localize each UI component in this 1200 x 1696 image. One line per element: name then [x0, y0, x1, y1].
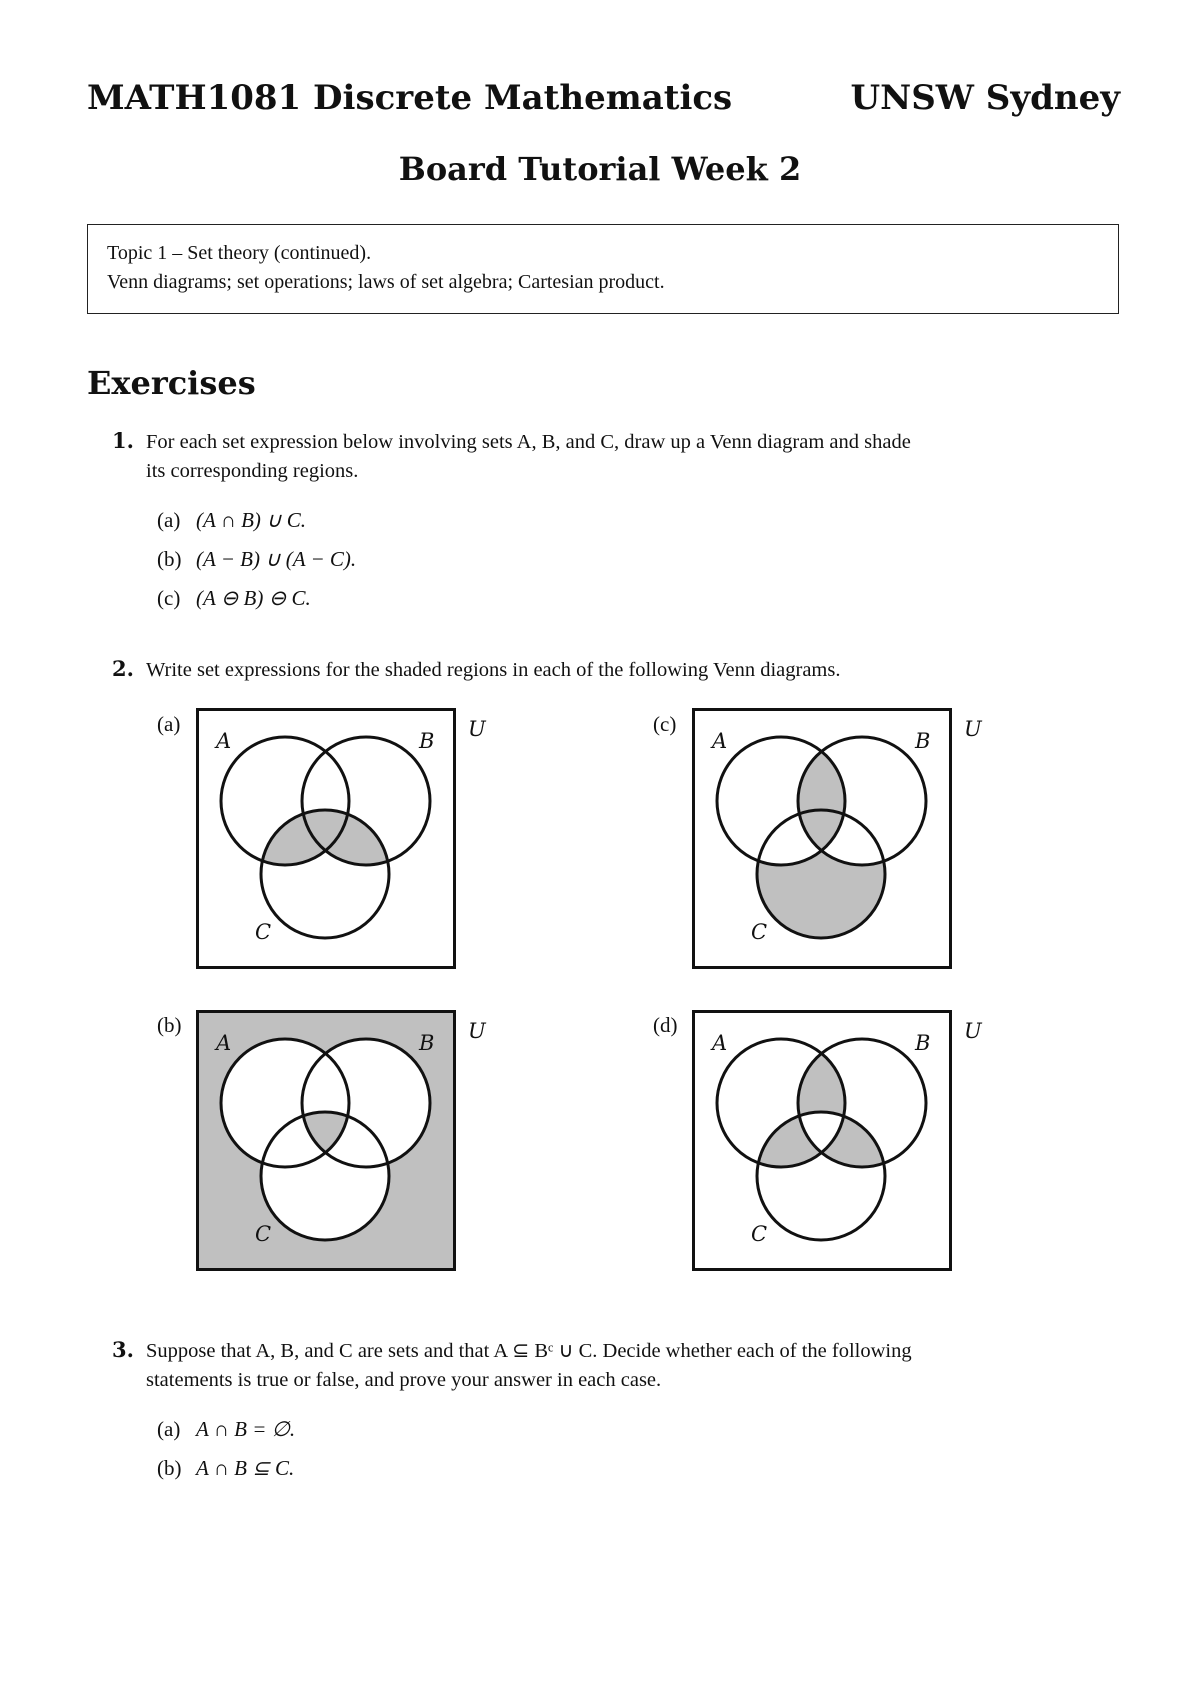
- set-a-label: A: [712, 729, 728, 753]
- set-c-label: C: [751, 1222, 768, 1246]
- venn-diagram-a: [196, 708, 496, 972]
- q3-line-1: Suppose that A, B, and C are sets and that A ⊆ Bᶜ ∪ C. Decide whether each of the following: [146, 1340, 912, 1362]
- q3-item-b-expr: A ∩ B ⊆ C.: [196, 1456, 295, 1480]
- topic-line-1: Topic 1 – Set theory (continued).: [107, 242, 372, 264]
- q3-item-a-expr: A ∩ B = ∅.: [196, 1417, 296, 1441]
- course-title: MATH1081 Discrete Mathematics: [87, 78, 733, 118]
- set-c-label: C: [255, 920, 272, 944]
- venn-diagram-b: [196, 1010, 496, 1274]
- page-title: Board Tutorial Week 2: [398, 150, 802, 188]
- set-a-label: A: [216, 729, 232, 753]
- q1-item-c-label: (c): [157, 586, 181, 610]
- universe-label: U: [468, 1019, 486, 1043]
- set-b-label: B: [419, 729, 435, 753]
- q3-line-2: statements is true or false, and prove your answer in each case.: [146, 1369, 662, 1391]
- q1-line-2: its corresponding regions.: [146, 460, 359, 482]
- diagram-b-label: (b): [157, 1013, 182, 1037]
- universe-label: U: [468, 717, 486, 741]
- q3-item-b-label: (b): [157, 1456, 182, 1480]
- diagram-d-label: (d): [653, 1013, 678, 1037]
- topic-box: [87, 224, 1119, 314]
- section-title: Exercises: [87, 364, 256, 402]
- q1-item-a-label: (a): [157, 508, 181, 532]
- universe-label: U: [964, 717, 982, 741]
- set-b-label: B: [419, 1031, 435, 1055]
- venn-diagram-d: [692, 1010, 992, 1274]
- set-c-label: C: [751, 920, 768, 944]
- diagram-c-label: (c): [653, 712, 677, 736]
- q2-text: Write set expressions for the shaded regions in each of the following Venn diagrams.: [146, 659, 841, 681]
- q3-number: 3.: [112, 1337, 134, 1362]
- venn-diagram-c: [692, 708, 992, 972]
- q1-line-1: For each set expression below involving sets A, B, and C, draw up a Venn diagram and shade: [146, 431, 911, 453]
- q1-item-c-expr: (A ⊖ B) ⊖ C.: [196, 586, 311, 610]
- set-a-label: A: [712, 1031, 728, 1055]
- q1-number: 1.: [112, 428, 134, 453]
- q3-item-a-label: (a): [157, 1417, 181, 1441]
- topic-line-2: Venn diagrams; set operations; laws of set algebra; Cartesian product.: [107, 271, 665, 293]
- q2-number: 2.: [112, 656, 134, 681]
- set-b-label: B: [915, 729, 931, 753]
- set-c-label: C: [255, 1222, 272, 1246]
- q1-item-b-expr: (A − B) ∪ (A − C).: [196, 547, 357, 571]
- university-name: UNSW Sydney: [850, 78, 1120, 118]
- q1-item-b-label: (b): [157, 547, 182, 571]
- universe-label: U: [964, 1019, 982, 1043]
- q1-item-a-expr: (A ∩ B) ∪ C.: [196, 508, 307, 532]
- set-a-label: A: [216, 1031, 232, 1055]
- diagram-a-label: (a): [157, 712, 181, 736]
- set-b-label: B: [915, 1031, 931, 1055]
